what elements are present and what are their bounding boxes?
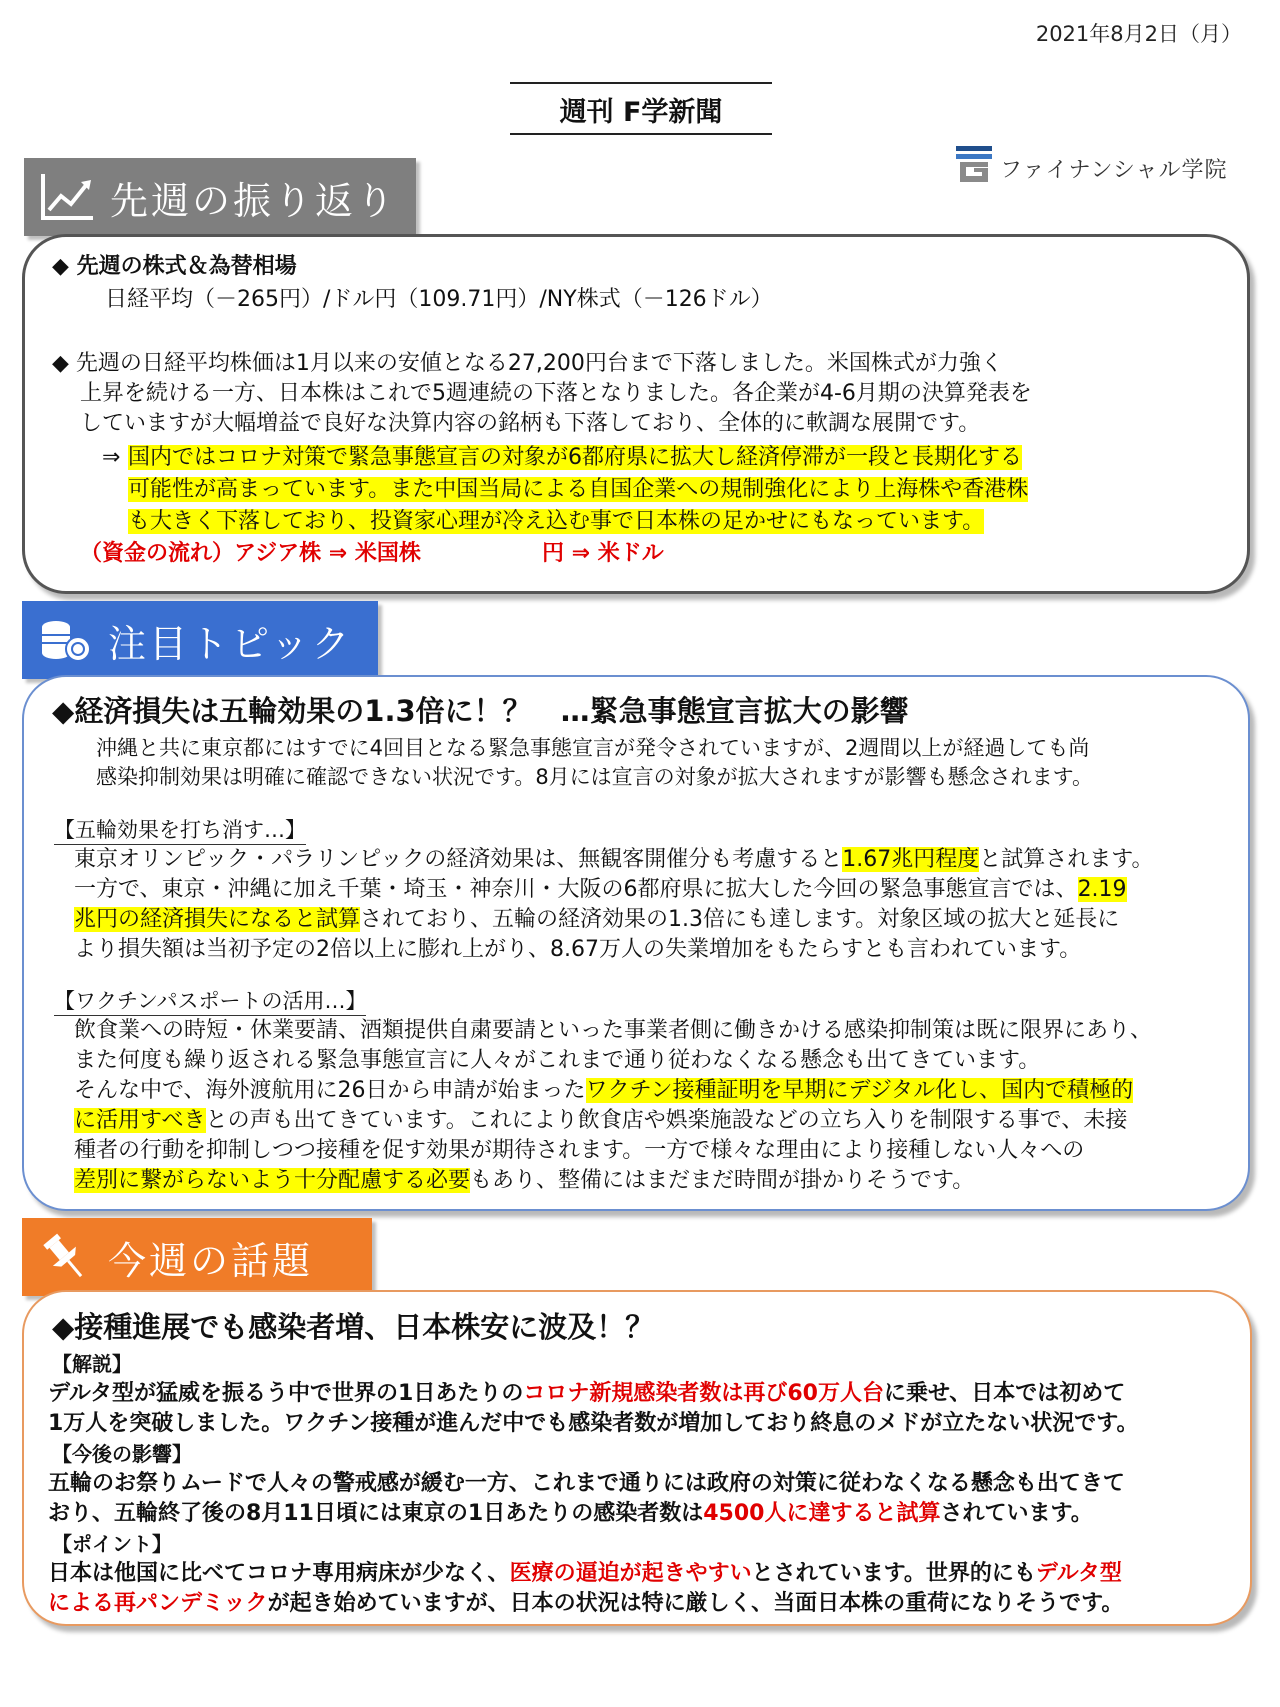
intro-line: 感染抑制効果は明確に確認できない状況です。8月には宣言の対象が拡大されますが影響も懸念されます。 (96, 765, 1093, 789)
arrow-mark: ⇒ (102, 445, 121, 470)
vaccine-text: また何度も繰り返される緊急事態宣言に人々がこれまで通り従わなくなる懸念も出てきています。 (74, 1048, 1041, 1073)
point-red: による再パンデミック (48, 1591, 268, 1616)
explanation-red: コロナ新規感染者数は再び60万人台 (523, 1381, 884, 1406)
section-header-featured-topic (22, 601, 378, 679)
subheading-vaccine-passport: 【ワクチンパスポートの活用…】 (54, 988, 366, 1016)
topic-headline: ◆経済損失は五輪効果の1.3倍に！？ …緊急事態宣言拡大の影響 (52, 694, 909, 728)
point-text: が起き始めていますが、日本の状況は特に厳しく、当面日本株の重荷になりそうです。 (267, 1591, 1124, 1616)
newsletter-title: 週刊 F学新聞 (510, 82, 772, 135)
olympics-highlight: 1.67兆円程度 (842, 847, 980, 872)
point-text: とされています。世界的にも (751, 1561, 1036, 1586)
label-explanation: 【解説】 (52, 1352, 132, 1376)
olympics-text: 一方で、東京・沖縄に加え千葉・埼玉・神奈川・大阪の6都府県に拡大した今回の緊急事態宣言では、 (74, 877, 1078, 902)
explanation-text: デルタ型が猛威を振るう中で世界の1日あたりの (48, 1381, 524, 1406)
section-header-last-week (24, 158, 416, 236)
issue-date: 2021年8月2日（月） (1035, 22, 1242, 46)
coins-icon (30, 610, 100, 670)
market-title: ◆ 先週の株式＆為替相場 (52, 254, 297, 279)
summary-line: していますが大幅増益で良好な決算内容の銘柄も下落しており、全体的に軟調な展開です。 (80, 411, 981, 436)
vaccine-text: 飲食業への時短・休業要請、酒類提供自粛要請といった事業者側に働きかける感染抑制策は既に限界にあり、 (74, 1018, 1153, 1043)
intro-line: 沖縄と共に東京都にはすでに4回目となる緊急事態宣言が発令されていますが、2週間以上が経過しても尚 (96, 736, 1090, 760)
vaccine-text: 種者の行動を抑制しつつ接種を促す効果が期待されます。一方で様々な理由により接種しない人々への (74, 1138, 1085, 1163)
market-values: 日経平均（－265円）/ドル円（109.71円）/NY株式（－126ドル） (105, 287, 773, 312)
label-future-impact: 【今後の影響】 (52, 1442, 192, 1466)
section-header-label: 注目トピック (108, 621, 353, 666)
olympics-highlight: 2.19 (1077, 877, 1127, 902)
olympics-text: されており、五輪の経済効果の1.3倍にも達します。対象区域の拡大と延長に (360, 907, 1120, 932)
impact-text: 五輪のお祭りムードで人々の警戒感が緩む一方、これまで通りには政府の対策に従わなくなる懸念も出てきて (48, 1471, 1125, 1496)
topic-headline: ◆接種進展でも感染者増、日本株安に波及！？ (52, 1310, 655, 1344)
vaccine-text: との声も出てきています。これにより飲食店や娯楽施設などの立ち入りを制限する事で、未接 (205, 1108, 1128, 1133)
section-header-label: 今週の話題 (108, 1238, 314, 1283)
chart-trend-icon (32, 167, 102, 227)
highlight-line: 国内ではコロナ対策で緊急事態宣言の対象が6都府県に拡大し経済停滞が一段と長期化する (128, 445, 1023, 470)
impact-text: されています。 (940, 1501, 1093, 1526)
olympics-text: と試算されます。 (979, 847, 1154, 872)
highlight-line: も大きく下落しており、投資家心理が冷え込む事で日本株の足かせにもなっています。 (128, 509, 985, 534)
point-red: デルタ型 (1035, 1561, 1122, 1586)
money-flow-a: （資金の流れ）アジア株 ⇒ 米国株 (80, 541, 421, 566)
impact-text: おり、五輪終了後の8月11日頃には東京の1日あたりの感染者数は (48, 1501, 704, 1526)
section-header-this-week (22, 1218, 372, 1296)
explanation-text: に乗せ、日本では初めて (883, 1381, 1126, 1406)
highlight-line: 可能性が高まっています。また中国当局による自国企業への規制強化により上海株や香港株 (128, 477, 1029, 502)
summary-line: 上昇を続ける一方、日本株はこれで5週連続の下落となりました。各企業が4-6月期の決算発表を (80, 381, 1032, 406)
pushpin-icon (30, 1227, 100, 1287)
label-point: 【ポイント】 (52, 1532, 172, 1556)
finance-school-logo-icon (956, 146, 992, 190)
impact-red: 4500人に達すると試算 (703, 1501, 941, 1526)
point-text: 日本は他国に比べてコロナ専用病床が少なく、 (48, 1561, 510, 1586)
summary-line: ◆ 先週の日経平均株価は1月以来の安値となる27,200円台まで下落しました。米国株式が力強く (52, 351, 1003, 376)
logo-text: ファイナンシャル学院 (1000, 157, 1228, 183)
point-red: 医療の逼迫が起きやすい (509, 1561, 752, 1586)
money-flow-b: 円 ⇒ 米ドル (542, 541, 664, 566)
subheading-olympics: 【五輪効果を打ち消す…】 (54, 817, 306, 845)
vaccine-highlight: に活用すべき (74, 1108, 206, 1133)
section-header-label: 先週の振り返り (110, 178, 398, 223)
school-logo (956, 146, 1227, 190)
olympics-text: より損失額は当初予定の2倍以上に膨れ上がり、8.67万人の失業増加をもたらすとも言われています。 (74, 937, 1082, 962)
olympics-text: 東京オリンピック・パラリンピックの経済効果は、無観客開催分も考慮すると (74, 847, 843, 872)
vaccine-highlight: ワクチン接種証明を早期にデジタル化し、国内で積極的 (585, 1078, 1134, 1103)
vaccine-text: もあり、整備にはまだまだ時間が掛かりそうです。 (470, 1168, 975, 1193)
explanation-text: 1万人を突破しました。ワクチン接種が進んだ中でも感染者数が増加しており終息のメドが立たない状況です。 (48, 1411, 1139, 1436)
olympics-highlight: 兆円の経済損失になると試算 (74, 907, 361, 932)
vaccine-highlight: 差別に繋がらないよう十分配慮する必要 (74, 1168, 471, 1193)
vaccine-text: そんな中で、海外渡航用に26日から申請が始まった (74, 1078, 586, 1103)
